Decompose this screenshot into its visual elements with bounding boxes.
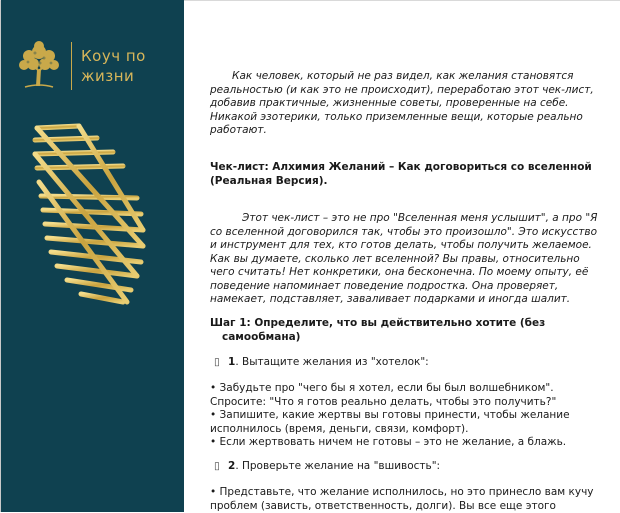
substep-2: [214, 460, 604, 474]
substep-2-text: . Проверьте желание на "вшивость":: [235, 460, 441, 472]
brand-line-1: Коуч по: [81, 47, 146, 65]
bullet-line: исполнилось (время, деньги, связи, комфорт).: [210, 422, 469, 435]
substep-2-bullets: [210, 486, 600, 513]
bullet-line: • Если жертвовать ничем не готовы – это не желание, а блажь.: [210, 436, 567, 448]
logo-divider: [71, 42, 72, 90]
bullet-line: • Забудьте про "чего бы я хотел, если бы был волшебником".: [210, 382, 554, 394]
bullet-line: Спросите: "Что я готов реально делать, чтобы это получить?": [210, 395, 557, 408]
brand-line-2: жизни: [81, 67, 135, 85]
brand-logo: [15, 38, 165, 94]
description-paragraph: Этот чек-лист – это не про "Вселенная меня услышит", а про "Я со вселенной договорился так, чтобы это произошло". Это искусство и инструмент для тех, кто готов делать, чтобы получить желаемое. Как вы думаете, сколько лет вселенной? Вы правы, относительно чего считать! Нет конкретики, она бесконечна. По моему опыту, её поведение напоминает поведение подростка. Она проверяет, намекает, подставляет, заваливает подарками и иногда шалит.: [210, 212, 598, 305]
intro-paragraph: Как человек, который не раз видел, как желания становятся реальностью (и как это не происходит), переработаю этот чек-лист, добавив практичные, жизненные советы, проверенные на себе. Никакой эзотерики, только приземленные вещи, которые реально работают.: [210, 70, 594, 136]
missing-glyph-icon: ▯: [214, 356, 220, 368]
bullet-line: проблем (зависть, ответственность, долги). Вы все еще этого: [210, 499, 556, 512]
bullet-line: • Представьте, что желание исполнилось, но это принесло вам кучу: [210, 486, 594, 498]
substep-2-number: 2: [228, 460, 236, 472]
substep-1: [214, 356, 604, 370]
step-1-title: Шаг 1: Определите, что вы действительно хотите (без: [210, 317, 546, 329]
substep-1-bullets: [210, 382, 600, 450]
missing-glyph-icon: ▯: [214, 460, 220, 472]
step-1-title-cont: самообмана): [222, 330, 301, 343]
bullet-line: • Запишите, какие жертвы вы готовы принести, чтобы желание: [210, 409, 570, 421]
substep-1-text: . Вытащите желания из "хотелок":: [235, 356, 429, 368]
step-1-heading: [210, 317, 600, 344]
document-body: [210, 0, 610, 512]
brand-name: [81, 46, 181, 86]
gold-scribble-decoration: [27, 118, 151, 318]
tree-icon: [15, 38, 63, 92]
substep-1-number: 1: [228, 356, 236, 368]
checklist-heading: Чек-лист: Алхимия Желаний – Как договориться со вселенной (Реальная Версия).: [210, 161, 592, 187]
sidebar-banner: [1, 0, 184, 512]
